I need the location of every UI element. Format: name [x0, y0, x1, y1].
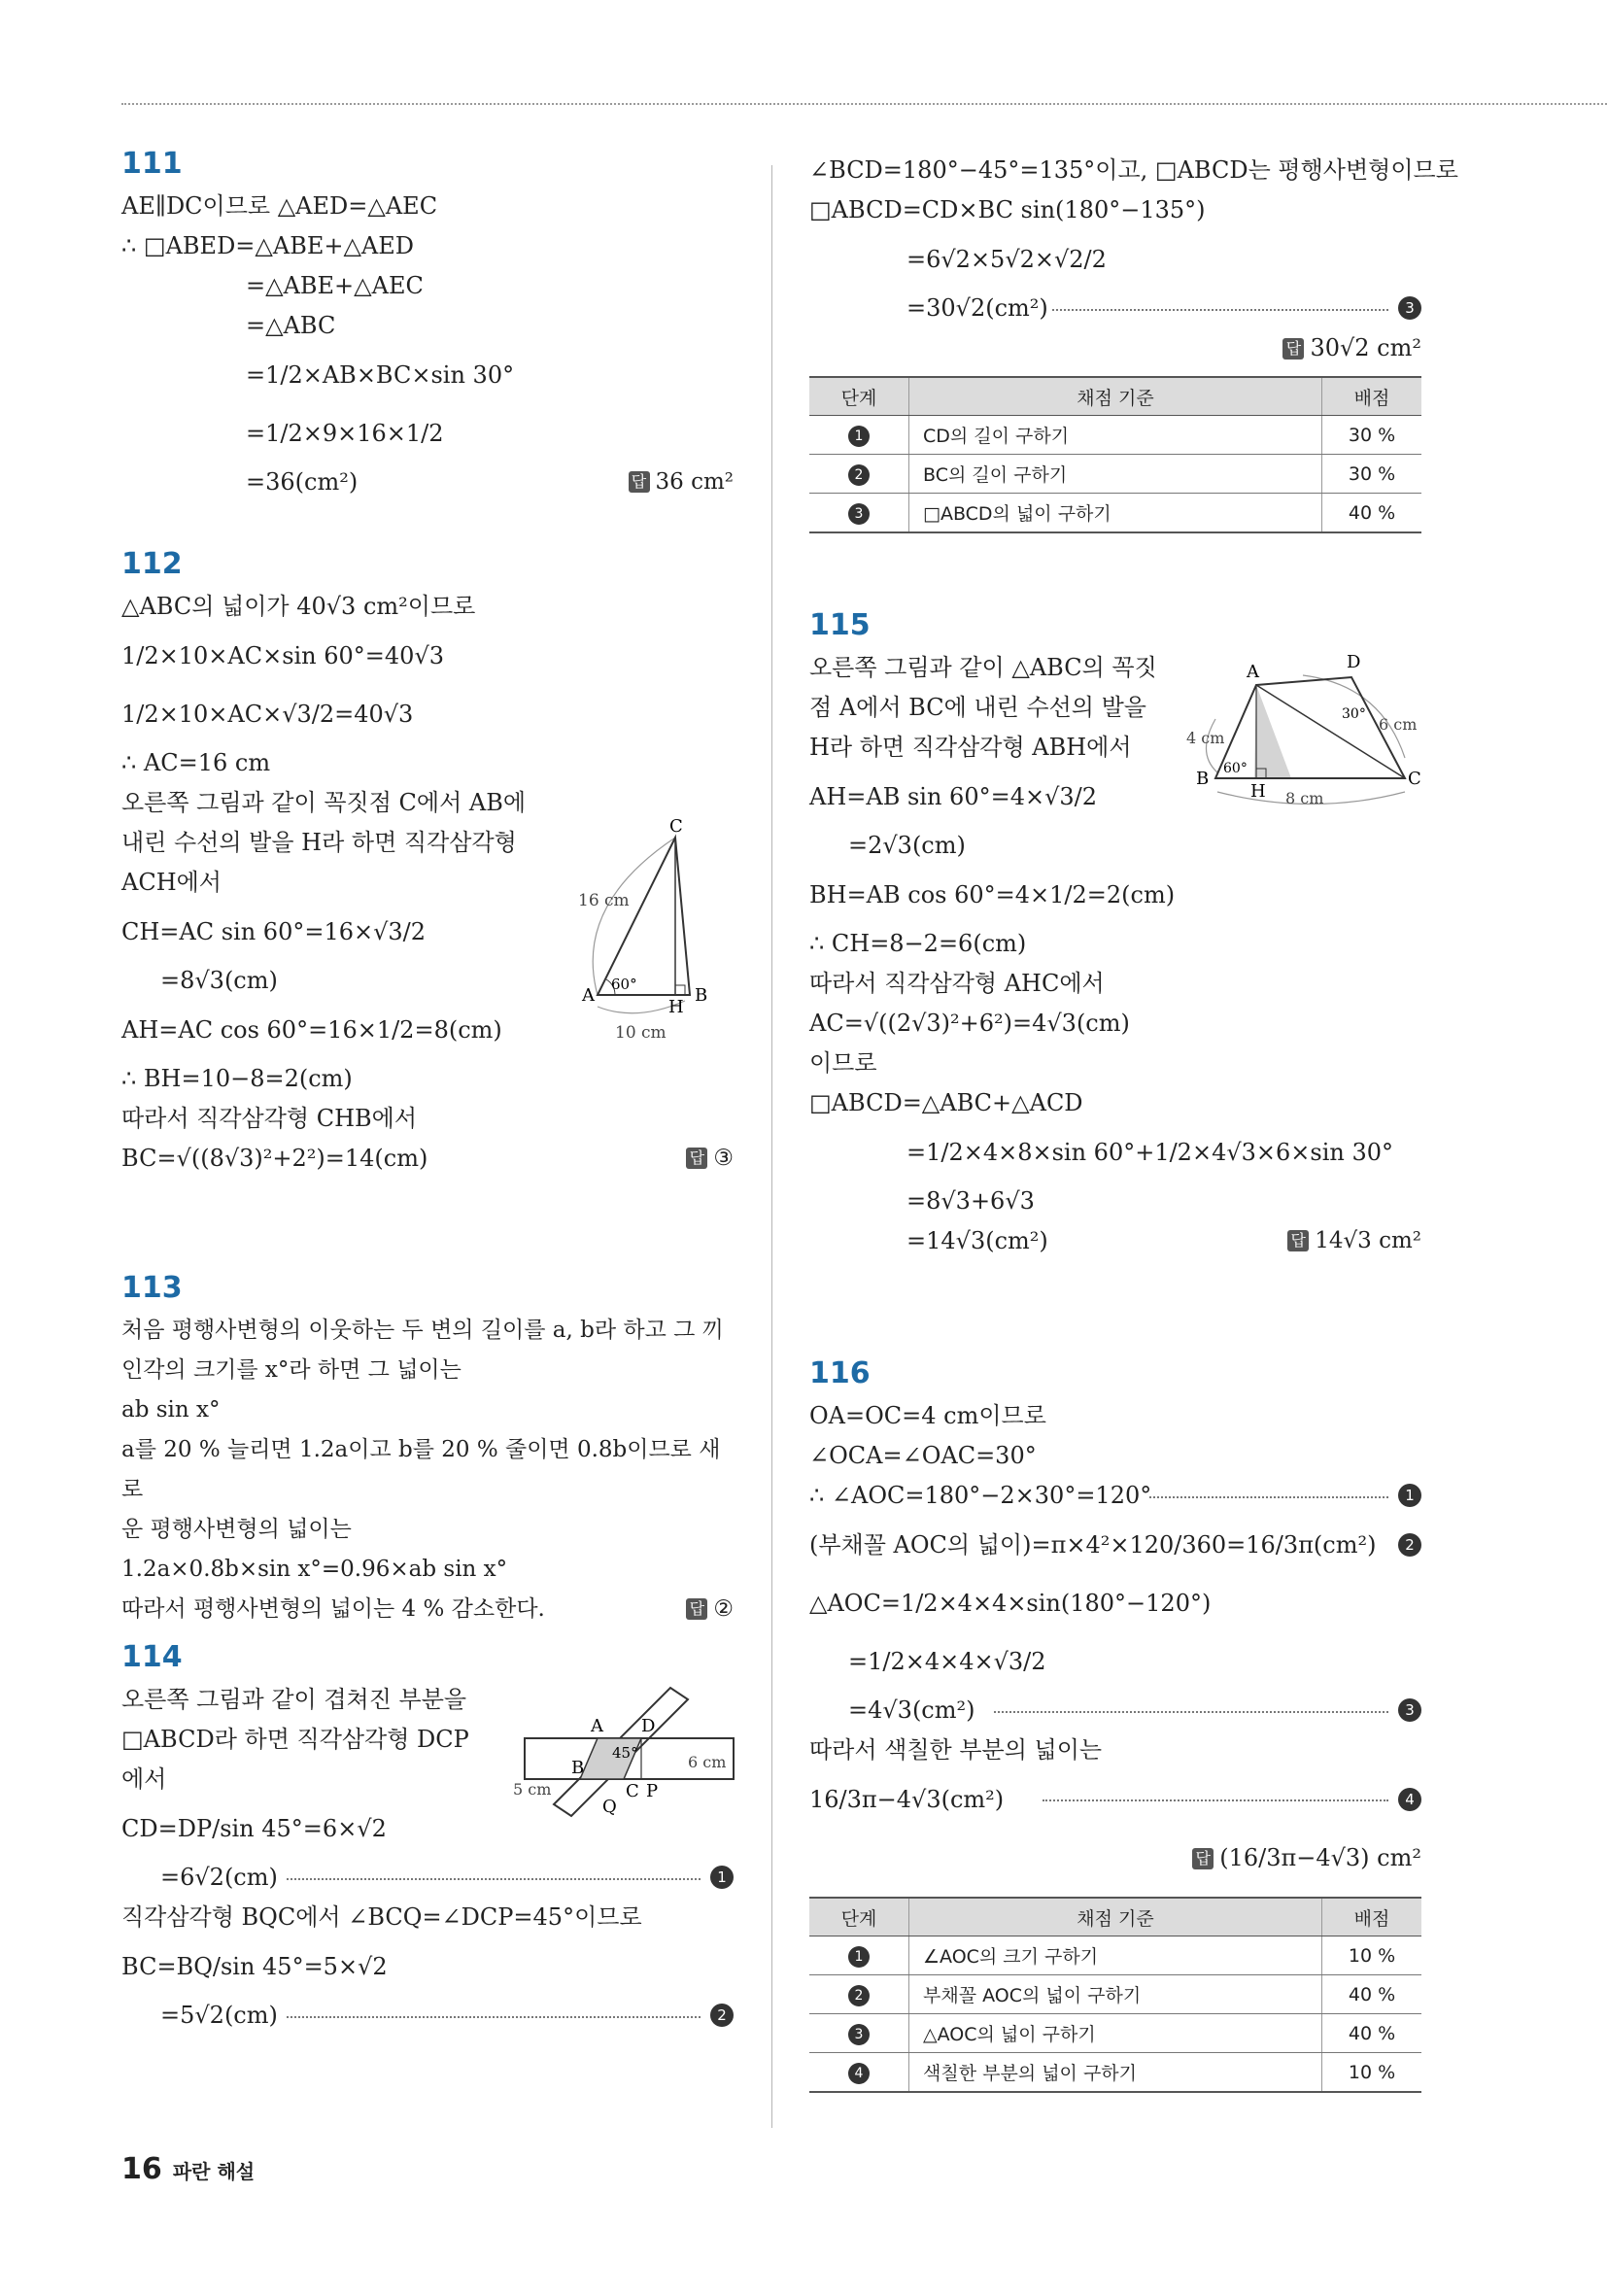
answer-value: ②: [713, 1596, 734, 1622]
solution-line: [809, 1476, 1421, 1516]
solution-line: ∴ CH=8−2=6(cm): [809, 930, 1027, 957]
solution-line: AH=AB sin 60°=4×√3/2: [809, 783, 1097, 810]
book-section-label: 파란 해설: [172, 2160, 256, 2183]
vertex-c-label: C: [1408, 769, 1421, 789]
step-marker-2: 2: [1398, 1533, 1421, 1557]
step-marker-3: 3: [1398, 296, 1421, 320]
angle-label: 45°: [612, 1744, 638, 1762]
vertex-a-label: A: [582, 985, 595, 1006]
problem-112: [121, 546, 734, 1270]
dotted-leader: [1052, 309, 1388, 311]
solution-line: [121, 1139, 734, 1179]
solution-line: ∴ AC=16 cm: [121, 749, 271, 776]
problem-115: [809, 607, 1421, 1355]
score-cell: 30 %: [1322, 416, 1422, 455]
table-row: [809, 2014, 1421, 2053]
solution-line: ∴ □ABED=△ABE+△AED: [121, 232, 415, 259]
solution-line: 오른쪽 그림과 같이 꼭짓점 C에서 AB에: [121, 789, 527, 816]
problem-113: [121, 1270, 734, 1639]
vertex-a-label: A: [591, 1716, 603, 1736]
vertex-b-label: B: [695, 985, 708, 1006]
solution-line: ab sin x°: [121, 1397, 221, 1422]
side-bc-label: 8 cm: [1285, 789, 1324, 807]
table-row: [809, 2053, 1421, 2093]
overlap-figure-114: [513, 1678, 738, 1824]
angle-a-label: 60°: [611, 976, 637, 993]
problem-114: [121, 1639, 734, 2036]
header-criterion: 채점 기준: [909, 377, 1322, 416]
solution-line: 운 평행사변형의 넓이는: [121, 1517, 352, 1542]
criterion-cell: 색칠한 부분의 넓이 구하기: [909, 2053, 1322, 2093]
solution-line: =8√3+6√3: [906, 1187, 1035, 1215]
solution-line: =8√3(cm): [160, 967, 278, 994]
angle-30-label: 30°: [1342, 706, 1366, 722]
step-badge: 1: [848, 1946, 870, 1968]
score-cell: 40 %: [1322, 494, 1422, 533]
solution-line: BH=AB cos 60°=4×1/2=2(cm): [809, 881, 1176, 908]
criterion-cell: △AOC의 넓이 구하기: [909, 2014, 1322, 2053]
header-score: 배점: [1322, 1898, 1422, 1936]
solution-text: (부채꼴 AOC의 넓이)=π×4²×120/360=16/3π(cm²): [809, 1531, 1377, 1559]
solution-text: =14√3(cm²): [906, 1227, 1048, 1254]
score-cell: 10 %: [1322, 2053, 1422, 2093]
dotted-leader: [1149, 1496, 1388, 1498]
header-step: 단계: [809, 377, 909, 416]
problem-number: 112: [121, 547, 183, 581]
dotted-leader: [287, 1878, 701, 1880]
solution-text: =30√2(cm²): [906, 294, 1048, 322]
answer: [686, 1590, 734, 1629]
answer-value: 30√2 cm²: [1310, 334, 1421, 361]
solution-line: [121, 463, 734, 502]
solution-line: =1/2×AB×BC×sin 30°: [246, 361, 515, 389]
solution-line: 1.2a×0.8b×sin x°=0.96×ab sin x°: [121, 1557, 508, 1582]
side-ab-label: 4 cm: [1186, 729, 1225, 747]
grading-table-114: [809, 376, 1421, 533]
solution-line: H라 하면 직각삼각형 ABH에서: [809, 734, 1132, 761]
solution-line: =1/2×4×8×sin 60°+1/2×4√3×6×sin 30°: [906, 1139, 1393, 1166]
solution-line: [809, 1221, 1421, 1261]
solution-line: ∠OCA=∠OAC=30°: [809, 1442, 1037, 1469]
column-divider: [771, 165, 772, 2128]
answer: [1287, 1221, 1421, 1261]
shaded-triangle-abh: [1254, 685, 1291, 778]
solution-line: =1/2×9×16×1/2: [246, 420, 444, 447]
foot-h-label: H: [668, 997, 684, 1017]
solution-line: 점 A에서 BC에 내린 수선의 발을: [809, 694, 1146, 721]
solution-text: =6√2(cm): [160, 1864, 278, 1891]
criterion-cell: CD의 길이 구하기: [909, 416, 1322, 455]
solution-text: 16/3π−4√3(cm²): [809, 1786, 1005, 1813]
problem-number: 116: [809, 1356, 871, 1390]
table-row: [809, 455, 1421, 494]
solution-line: 1/2×10×AC×√3/2=40√3: [121, 701, 414, 728]
solution-line: [121, 1590, 734, 1629]
solution-line: a를 20 % 늘리면 1.2a이고 b를 20 % 줄이면 0.8b이므로 새로: [121, 1437, 721, 1502]
header-criterion: 채점 기준: [909, 1898, 1322, 1936]
answer-label: 답: [1282, 338, 1304, 360]
solution-line: 따라서 직각삼각형 AHC에서: [809, 970, 1105, 997]
solution-line: [809, 1770, 1421, 1829]
step-badge: 4: [848, 2063, 870, 2084]
vertex-a-label: A: [1247, 662, 1259, 682]
vertex-d-label: D: [641, 1716, 656, 1736]
table-row: [809, 1936, 1421, 1975]
answer-label: 답: [1287, 1230, 1309, 1251]
solution-line: △ABC의 넓이가 40√3 cm²이므로: [121, 593, 476, 620]
answer-value: ③: [713, 1146, 734, 1171]
solution-line: 인각의 크기를 x°라 하면 그 넓이는: [121, 1357, 462, 1383]
solution-line: =6√2×5√2×√2/2: [906, 246, 1107, 273]
solution-line: △AOC=1/2×4×4×sin(180°−120°): [809, 1590, 1212, 1617]
solution-line: 오른쪽 그림과 같이 △ABC의 꼭짓: [809, 654, 1157, 681]
answer: [629, 463, 735, 502]
header-step: 단계: [809, 1898, 909, 1936]
width-6-label: 6 cm: [688, 1753, 727, 1771]
table-header-row: [809, 377, 1421, 416]
width-5-label: 5 cm: [513, 1780, 552, 1799]
step-badge: 2: [848, 464, 870, 486]
angle-60-label: 60°: [1223, 761, 1248, 776]
solution-line: =△ABE+△AEC: [246, 272, 424, 299]
problem-114-continued: [809, 151, 1458, 607]
vertex-c-label: C: [626, 1781, 639, 1801]
page-number: 16: [121, 2152, 162, 2186]
solution-line: 따라서 직각삼각형 CHB에서: [121, 1105, 418, 1132]
step-marker-2: 2: [710, 2004, 734, 2027]
solution-line: □ABCD=△ABC+△ACD: [809, 1089, 1083, 1116]
triangle-figure-112: [568, 818, 724, 1051]
score-cell: 40 %: [1322, 2014, 1422, 2053]
problem-116: [809, 1355, 1421, 2093]
solution-line: AH=AC cos 60°=16×1/2=8(cm): [121, 1016, 502, 1044]
solution-line: CH=AC sin 60°=16×√3/2: [121, 918, 427, 945]
vertex-b-label: B: [1196, 769, 1210, 789]
solution-text: 따라서 평행사변형의 넓이는 4 % 감소한다.: [121, 1596, 545, 1622]
solution-line: [121, 1858, 734, 1898]
table-row: [809, 1975, 1421, 2014]
solution-text: BC=√((8√3)²+2²)=14(cm): [121, 1145, 428, 1172]
right-column: [809, 151, 1458, 2093]
criterion-cell: BC의 길이 구하기: [909, 455, 1322, 494]
foot-h-label: H: [1250, 781, 1266, 802]
step-marker-4: 4: [1398, 1788, 1421, 1811]
solution-line: [809, 1516, 1421, 1574]
problem-number: 111: [121, 147, 183, 181]
solution-line: AC=√((2√3)²+6²)=4√3(cm): [809, 1010, 1130, 1037]
solution-text: =36(cm²): [246, 468, 359, 496]
solution-line: 오른쪽 그림과 같이 겹쳐진 부분을: [121, 1686, 467, 1713]
answer-line: [809, 328, 1421, 368]
step-badge: 2: [848, 1985, 870, 2006]
solution-line: 에서: [121, 1765, 167, 1793]
vertex-c-label: C: [669, 816, 683, 837]
solution-line: □ABCD라 하면 직각삼각형 DCP: [121, 1726, 469, 1753]
score-cell: 10 %: [1322, 1936, 1422, 1975]
quadrilateral-figure-115: [1186, 646, 1424, 811]
solution-line: 1/2×10×AC×sin 60°=40√3: [121, 642, 445, 669]
top-dotted-rule: [121, 103, 1607, 105]
side-cd-label: 6 cm: [1379, 715, 1418, 734]
step-badge: 3: [848, 2024, 870, 2045]
solution-line: □ABCD=CD×BC sin(180°−135°): [809, 196, 1206, 223]
vertex-d-label: D: [1347, 652, 1361, 672]
left-column: [121, 146, 734, 2036]
solution-line: 처음 평행사변형의 이웃하는 두 변의 길이를 a, b라 하고 그 끼: [121, 1318, 724, 1343]
problem-number: 114: [121, 1640, 183, 1674]
dotted-leader: [994, 1711, 1388, 1713]
answer-label: 답: [629, 471, 650, 493]
solution-line: 직각삼각형 BQC에서 ∠BCQ=∠DCP=45°이므로: [121, 1903, 642, 1931]
solution-line: =△ABC: [246, 312, 336, 339]
dotted-leader: [1043, 1799, 1388, 1801]
solution-line: [809, 289, 1421, 328]
grading-table-116: [809, 1897, 1421, 2093]
solution-line: 내린 수선의 발을 H라 하면 직각삼각형: [121, 829, 517, 856]
answer-value: 14√3 cm²: [1315, 1228, 1421, 1253]
step-marker-3: 3: [1398, 1698, 1421, 1722]
problem-number: 113: [121, 1271, 183, 1305]
page-footer: [121, 2152, 255, 2186]
solution-line: =1/2×4×4×√3/2: [848, 1648, 1046, 1675]
solution-line: AE∥DC이므로 △AED=△AEC: [121, 192, 438, 220]
side-ac-label: 16 cm: [578, 891, 630, 910]
vertex-q-label: Q: [602, 1797, 617, 1817]
score-cell: 40 %: [1322, 1975, 1422, 2014]
solution-line: 이므로: [809, 1049, 877, 1077]
answer-value: 36 cm²: [655, 469, 734, 495]
solution-line: 따라서 색칠한 부분의 넓이는: [809, 1736, 1103, 1764]
score-cell: 30 %: [1322, 455, 1422, 494]
answer: [686, 1139, 734, 1179]
step-badge: 3: [848, 503, 870, 525]
solution-line: ∴ BH=10−8=2(cm): [121, 1065, 353, 1092]
header-score: 배점: [1322, 377, 1422, 416]
dotted-leader: [287, 2016, 701, 2018]
vertex-b-label: B: [571, 1758, 585, 1778]
step-marker-1: 1: [710, 1866, 734, 1889]
solution-line: ACH에서: [121, 869, 222, 896]
criterion-cell: □ABCD의 넓이 구하기: [909, 494, 1322, 533]
table-header-row: [809, 1898, 1421, 1936]
table-row: [809, 416, 1421, 455]
solution-text: =5√2(cm): [160, 2002, 278, 2029]
solution-line: ∠BCD=180°−45°=135°이고, □ABCD는 평행사변형이므로: [809, 156, 1458, 184]
problem-111: [121, 146, 734, 546]
answer-label: 답: [1192, 1848, 1214, 1869]
step-badge: 1: [848, 426, 870, 447]
problem-number: 115: [809, 608, 871, 642]
right-angle-mark: [675, 985, 685, 995]
answer-line: [809, 1829, 1421, 1887]
answer-value: (16/3π−4√3) cm²: [1219, 1844, 1421, 1871]
criterion-cell: ∠AOC의 크기 구하기: [909, 1936, 1322, 1975]
vertex-p-label: P: [646, 1781, 659, 1801]
solution-line: =2√3(cm): [848, 832, 966, 859]
side-ab-label: 10 cm: [615, 1023, 667, 1043]
step-marker-1: 1: [1398, 1484, 1421, 1507]
criterion-cell: 부채꼴 AOC의 넓이 구하기: [909, 1975, 1322, 2014]
solution-line: OA=OC=4 cm이므로: [809, 1402, 1046, 1429]
solution-line: [809, 1691, 1421, 1731]
solution-line: CD=DP/sin 45°=6×√2: [121, 1815, 387, 1842]
answer-label: 답: [686, 1598, 707, 1620]
solution-text: =4√3(cm²): [848, 1696, 975, 1724]
table-row: [809, 494, 1421, 533]
solution-text: ∴ ∠AOC=180°−2×30°=120°: [809, 1482, 1152, 1509]
answer-label: 답: [686, 1148, 707, 1169]
solution-line: [121, 1996, 734, 2036]
solution-line: BC=BQ/sin 45°=5×√2: [121, 1953, 388, 1980]
